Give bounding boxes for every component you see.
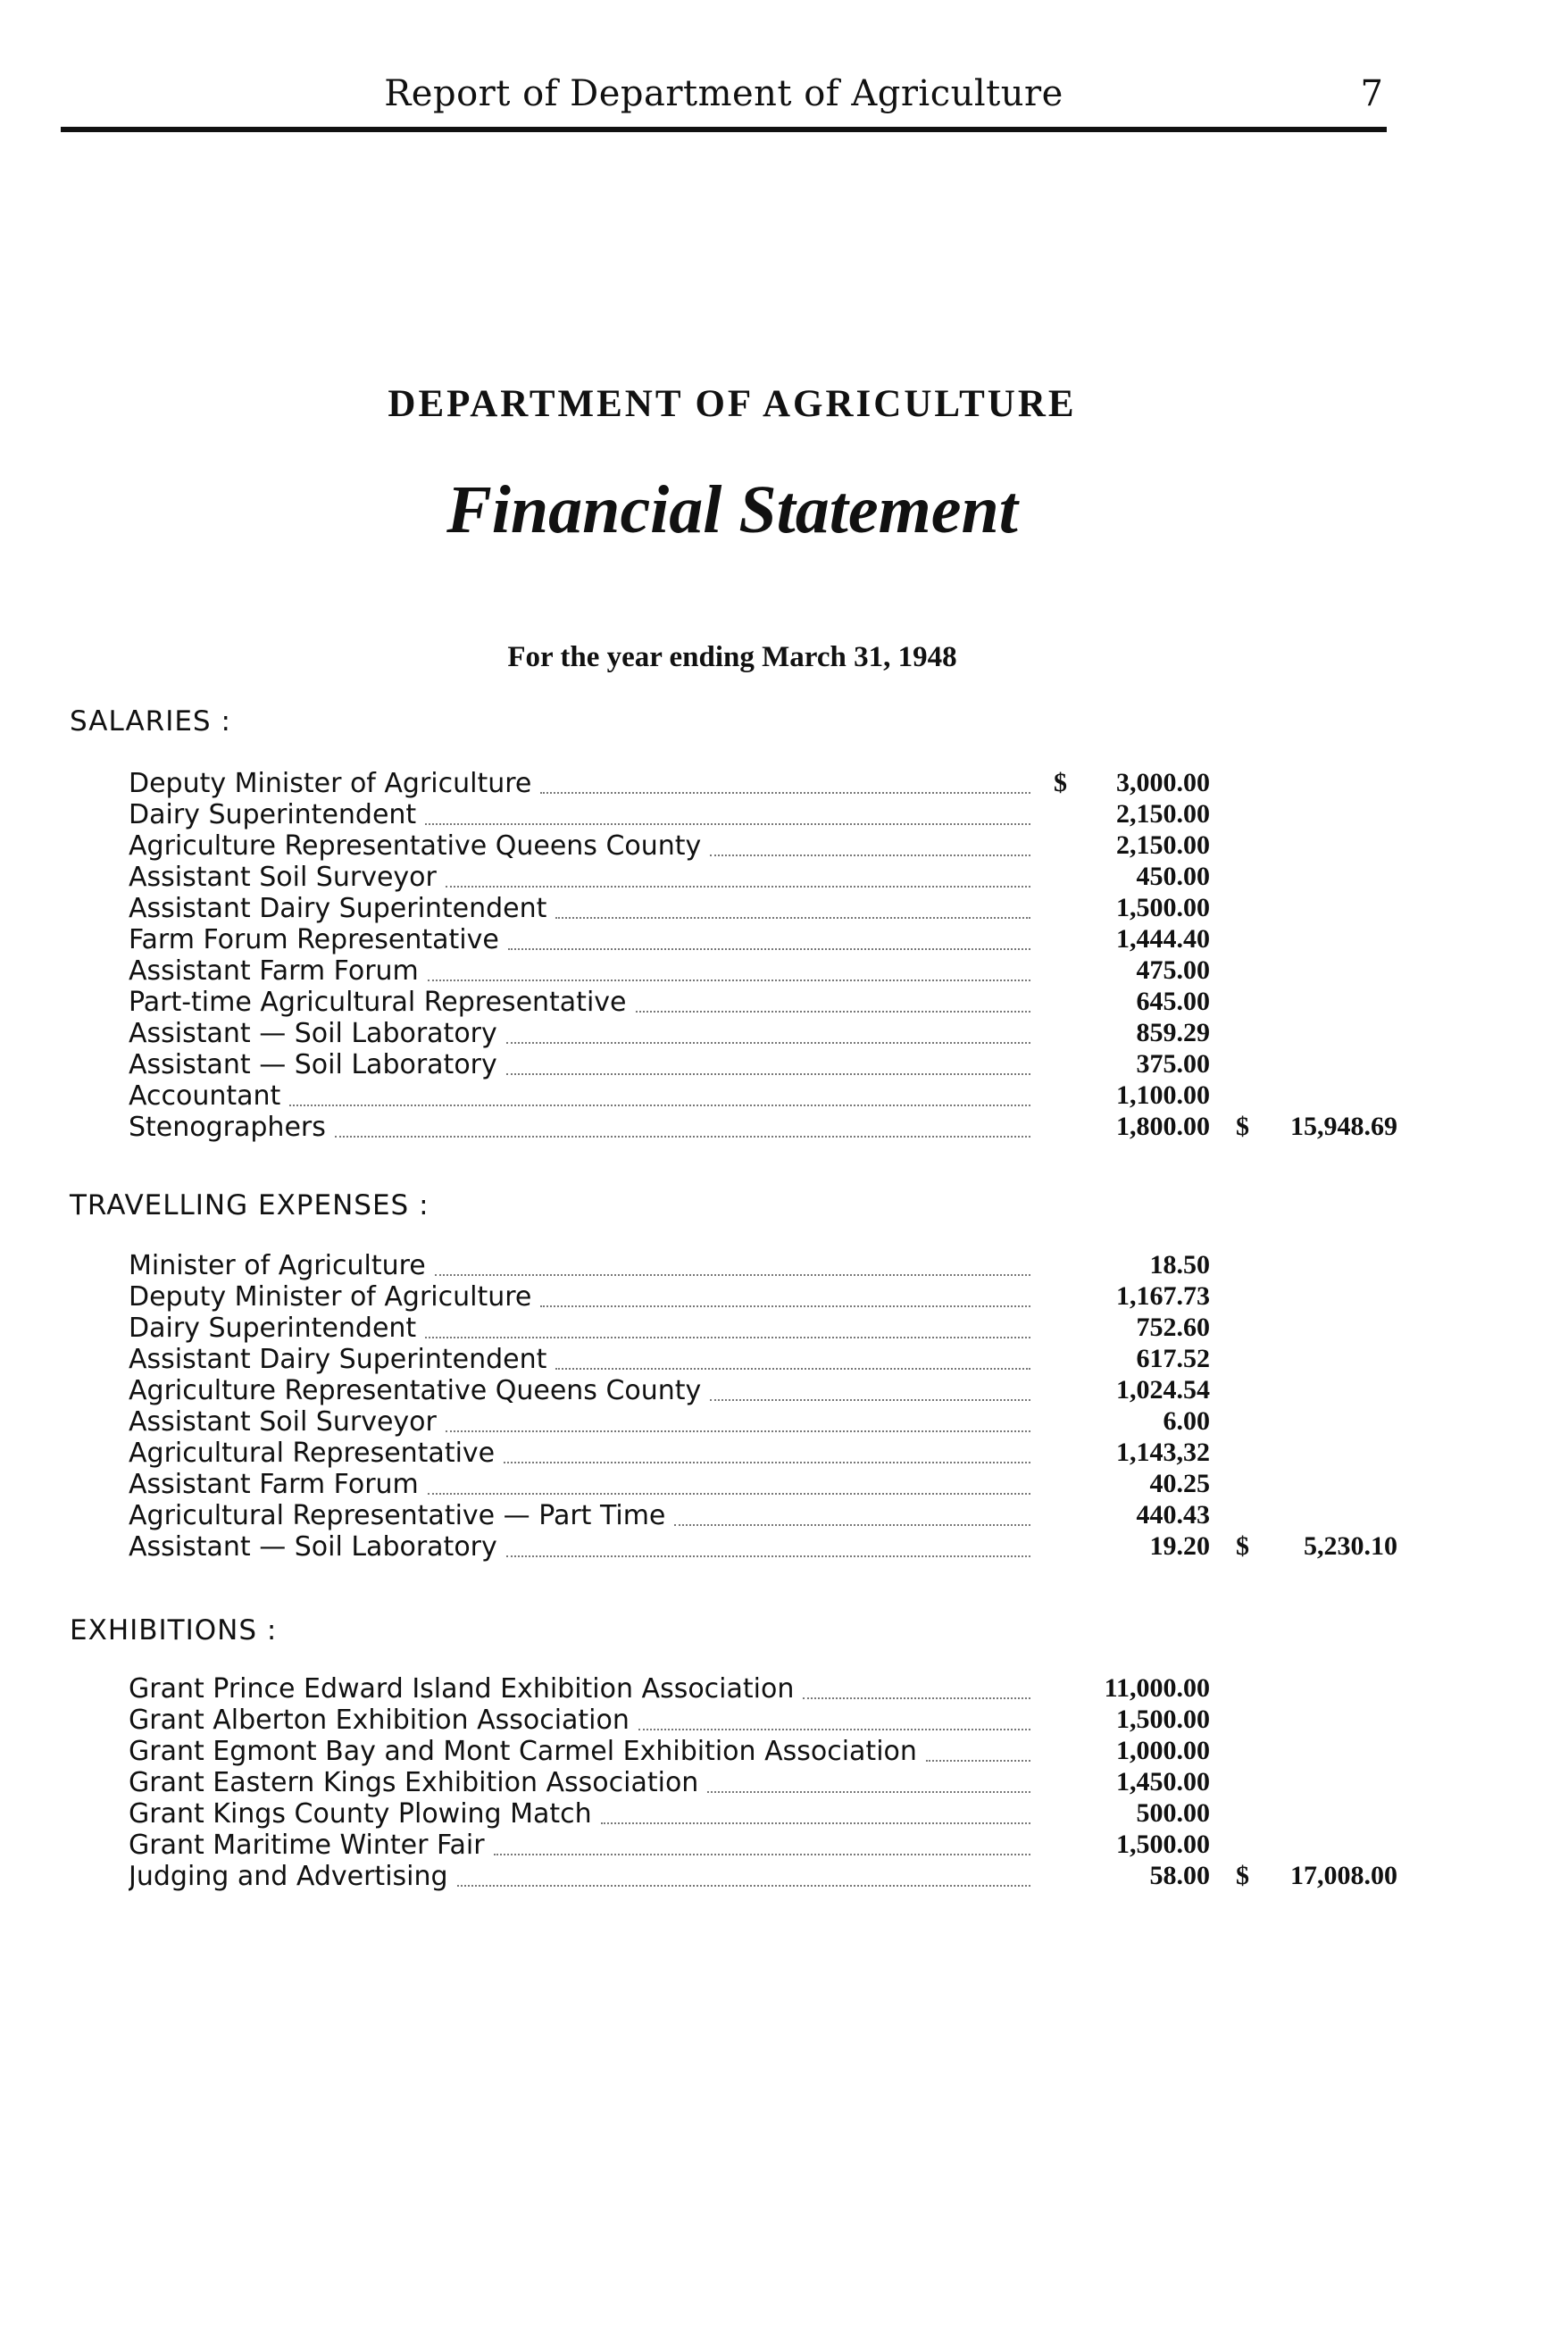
line-item-text: Minister of Agriculture bbox=[129, 1250, 426, 1281]
line-item-amount: 3,000.00 bbox=[1116, 768, 1210, 797]
line-item-amount: 19.20 bbox=[1149, 1531, 1210, 1561]
currency-symbol: $ bbox=[1054, 768, 1067, 797]
statement-row bbox=[0, 1531, 1568, 1563]
line-item-label bbox=[129, 1798, 1030, 1830]
line-item-text: Assistant — Soil Laboratory bbox=[129, 1049, 497, 1080]
line-item-label bbox=[129, 1830, 1030, 1861]
statement-row bbox=[0, 1438, 1568, 1469]
statement-row bbox=[0, 1767, 1568, 1798]
line-item-text: Stenographers bbox=[129, 1112, 326, 1143]
dot-leader bbox=[710, 855, 1030, 856]
line-item-text: Agriculture Representative Queens County bbox=[129, 830, 702, 862]
line-item-amount: 11,000.00 bbox=[1104, 1673, 1210, 1703]
line-item-amount: 440.43 bbox=[1136, 1500, 1210, 1530]
line-item-amount: 859.29 bbox=[1136, 1018, 1210, 1047]
statement-row bbox=[0, 1406, 1568, 1438]
dot-leader bbox=[446, 1430, 1030, 1432]
line-item-label bbox=[129, 955, 1030, 987]
line-item-label bbox=[129, 1861, 1030, 1892]
line-item-amount: 1,000.00 bbox=[1116, 1736, 1210, 1765]
line-item-amount: 475.00 bbox=[1136, 955, 1210, 985]
total-currency-symbol: $ bbox=[1236, 1531, 1249, 1561]
line-item-label bbox=[129, 1531, 1030, 1563]
statement-row bbox=[0, 862, 1568, 893]
dot-leader bbox=[506, 1042, 1030, 1044]
running-header bbox=[61, 70, 1387, 134]
dot-leader bbox=[638, 1729, 1030, 1730]
section-total: 5,230.10 bbox=[1304, 1531, 1397, 1561]
dot-leader bbox=[506, 1555, 1030, 1557]
line-item-amount: 1,500.00 bbox=[1116, 1705, 1210, 1734]
line-item-amount: 645.00 bbox=[1136, 987, 1210, 1016]
statement-row bbox=[0, 799, 1568, 830]
line-item-label bbox=[129, 1375, 1030, 1406]
dot-leader bbox=[540, 1305, 1030, 1307]
line-item-text: Dairy Superintendent bbox=[129, 799, 417, 830]
line-item-amount: 1,100.00 bbox=[1116, 1080, 1210, 1110]
statement-row bbox=[0, 1861, 1568, 1892]
dot-leader bbox=[506, 1073, 1030, 1075]
salaries-list bbox=[0, 768, 1568, 1143]
line-item-label bbox=[129, 1736, 1030, 1767]
section-heading-exhibitions: EXHIBITIONS : bbox=[70, 1614, 278, 1647]
line-item-label bbox=[129, 1767, 1030, 1798]
line-item-amount: 375.00 bbox=[1136, 1049, 1210, 1079]
line-item-amount: 450.00 bbox=[1136, 862, 1210, 891]
line-item-label bbox=[129, 1344, 1030, 1375]
line-item-amount: 500.00 bbox=[1136, 1798, 1210, 1828]
line-item-text: Grant Eastern Kings Exhibition Association bbox=[129, 1767, 699, 1798]
dot-leader bbox=[601, 1822, 1030, 1824]
line-item-amount: 6.00 bbox=[1163, 1406, 1210, 1436]
dot-leader bbox=[710, 1399, 1030, 1401]
department-title: DEPARTMENT OF AGRICULTURE bbox=[388, 383, 1077, 425]
line-item-label bbox=[129, 1406, 1030, 1438]
line-item-text: Grant Egmont Bay and Mont Carmel Exhibition Association bbox=[129, 1736, 917, 1767]
line-item-label bbox=[129, 924, 1030, 955]
line-item-amount: 752.60 bbox=[1136, 1313, 1210, 1342]
statement-row bbox=[0, 1344, 1568, 1375]
line-item-label bbox=[129, 1673, 1030, 1705]
line-item-label bbox=[129, 1018, 1030, 1049]
statement-row bbox=[0, 1049, 1568, 1080]
line-item-amount: 2,150.00 bbox=[1116, 830, 1210, 860]
dot-leader bbox=[428, 1493, 1030, 1495]
statement-row bbox=[0, 1736, 1568, 1767]
line-item-amount: 1,444.40 bbox=[1116, 924, 1210, 954]
total-currency-symbol: $ bbox=[1236, 1112, 1249, 1141]
line-item-amount: 58.00 bbox=[1149, 1861, 1210, 1890]
line-item-label bbox=[129, 1313, 1030, 1344]
line-item-text: Deputy Minister of Agriculture bbox=[129, 768, 532, 799]
dot-leader bbox=[289, 1105, 1030, 1106]
period-line: For the year ending March 31, 1948 bbox=[507, 641, 957, 673]
section-total: 17,008.00 bbox=[1290, 1861, 1397, 1890]
line-item-amount: 18.50 bbox=[1149, 1250, 1210, 1280]
line-item-amount: 617.52 bbox=[1136, 1344, 1210, 1373]
statement-row bbox=[0, 1375, 1568, 1406]
line-item-text: Agricultural Representative — Part Time bbox=[129, 1500, 666, 1531]
line-item-text: Assistant Dairy Superintendent bbox=[129, 893, 547, 924]
statement-title: Financial Statement bbox=[446, 472, 1018, 547]
page-number: 7 bbox=[1360, 73, 1383, 114]
line-item-label bbox=[129, 1438, 1030, 1469]
line-item-amount: 1,800.00 bbox=[1116, 1112, 1210, 1141]
line-item-label bbox=[129, 1112, 1030, 1143]
line-item-text: Dairy Superintendent bbox=[129, 1313, 417, 1344]
dot-leader bbox=[335, 1136, 1030, 1138]
line-item-amount: 1,450.00 bbox=[1116, 1767, 1210, 1797]
statement-row bbox=[0, 1080, 1568, 1112]
dot-leader bbox=[636, 1011, 1031, 1013]
statement-row bbox=[0, 987, 1568, 1018]
statement-row bbox=[0, 924, 1568, 955]
travelling-expenses-list bbox=[0, 1250, 1568, 1563]
dot-leader bbox=[504, 1462, 1030, 1463]
line-item-text: Grant Maritime Winter Fair bbox=[129, 1830, 485, 1861]
line-item-text: Assistant Soil Surveyor bbox=[129, 862, 437, 893]
line-item-label bbox=[129, 768, 1030, 799]
header-rule bbox=[61, 127, 1387, 132]
dot-leader bbox=[555, 1368, 1030, 1370]
statement-row bbox=[0, 768, 1568, 799]
line-item-text: Part-time Agricultural Representative bbox=[129, 987, 627, 1018]
exhibitions-list bbox=[0, 1673, 1568, 1892]
dot-leader bbox=[555, 917, 1030, 919]
statement-row bbox=[0, 1673, 1568, 1705]
statement-row bbox=[0, 893, 1568, 924]
line-item-label bbox=[129, 799, 1030, 830]
dot-leader bbox=[926, 1760, 1030, 1762]
line-item-label bbox=[129, 862, 1030, 893]
statement-row bbox=[0, 1112, 1568, 1143]
line-item-amount: 1,500.00 bbox=[1116, 893, 1210, 922]
total-currency-symbol: $ bbox=[1236, 1861, 1249, 1890]
line-item-amount: 1,167.73 bbox=[1116, 1281, 1210, 1311]
statement-row bbox=[0, 1705, 1568, 1736]
statement-row bbox=[0, 1798, 1568, 1830]
dot-leader bbox=[446, 886, 1030, 888]
dot-leader bbox=[457, 1885, 1030, 1887]
line-item-text: Assistant — Soil Laboratory bbox=[129, 1531, 497, 1563]
line-item-label bbox=[129, 1281, 1030, 1313]
line-item-text: Accountant bbox=[129, 1080, 281, 1112]
line-item-amount: 2,150.00 bbox=[1116, 799, 1210, 829]
line-item-label bbox=[129, 1049, 1030, 1080]
dot-leader bbox=[494, 1854, 1030, 1855]
statement-row bbox=[0, 955, 1568, 987]
statement-row bbox=[0, 1281, 1568, 1313]
line-item-text: Assistant — Soil Laboratory bbox=[129, 1018, 497, 1049]
line-item-amount: 1,024.54 bbox=[1116, 1375, 1210, 1405]
line-item-amount: 1,143,32 bbox=[1116, 1438, 1210, 1467]
dot-leader bbox=[428, 980, 1030, 981]
line-item-text: Grant Alberton Exhibition Association bbox=[129, 1705, 630, 1736]
line-item-label bbox=[129, 1080, 1030, 1112]
dot-leader bbox=[425, 823, 1030, 825]
dot-leader bbox=[435, 1274, 1030, 1276]
statement-row bbox=[0, 1313, 1568, 1344]
dot-leader bbox=[803, 1697, 1030, 1699]
dot-leader bbox=[707, 1791, 1030, 1793]
statement-row bbox=[0, 830, 1568, 862]
line-item-text: Judging and Advertising bbox=[129, 1861, 448, 1892]
line-item-label bbox=[129, 893, 1030, 924]
statement-row bbox=[0, 1830, 1568, 1861]
dot-leader bbox=[674, 1524, 1030, 1526]
section-heading-salaries: SALARIES : bbox=[70, 705, 231, 738]
dot-leader bbox=[508, 948, 1030, 950]
line-item-text: Farm Forum Representative bbox=[129, 924, 499, 955]
line-item-label bbox=[129, 830, 1030, 862]
statement-row bbox=[0, 1500, 1568, 1531]
line-item-text: Assistant Farm Forum bbox=[129, 955, 419, 987]
line-item-text: Assistant Dairy Superintendent bbox=[129, 1344, 547, 1375]
statement-row bbox=[0, 1469, 1568, 1500]
line-item-text: Grant Kings County Plowing Match bbox=[129, 1798, 592, 1830]
line-item-text: Assistant Farm Forum bbox=[129, 1469, 419, 1500]
line-item-text: Deputy Minister of Agriculture bbox=[129, 1281, 532, 1313]
line-item-label bbox=[129, 987, 1030, 1018]
line-item-amount: 1,500.00 bbox=[1116, 1830, 1210, 1859]
statement-row bbox=[0, 1018, 1568, 1049]
line-item-label bbox=[129, 1469, 1030, 1500]
running-title: Report of Department of Agriculture bbox=[384, 73, 1063, 114]
line-item-label bbox=[129, 1705, 1030, 1736]
line-item-text: Assistant Soil Surveyor bbox=[129, 1406, 437, 1438]
line-item-label bbox=[129, 1250, 1030, 1281]
dot-leader bbox=[425, 1337, 1030, 1338]
line-item-text: Agricultural Representative bbox=[129, 1438, 496, 1469]
line-item-label bbox=[129, 1500, 1030, 1531]
section-heading-travelling-expenses: TRAVELLING EXPENSES : bbox=[70, 1189, 430, 1221]
statement-row bbox=[0, 1250, 1568, 1281]
dot-leader bbox=[540, 792, 1030, 794]
line-item-amount: 40.25 bbox=[1149, 1469, 1210, 1498]
section-total: 15,948.69 bbox=[1290, 1112, 1397, 1141]
line-item-text: Grant Prince Edward Island Exhibition Association bbox=[129, 1673, 795, 1705]
line-item-text: Agriculture Representative Queens County bbox=[129, 1375, 702, 1406]
